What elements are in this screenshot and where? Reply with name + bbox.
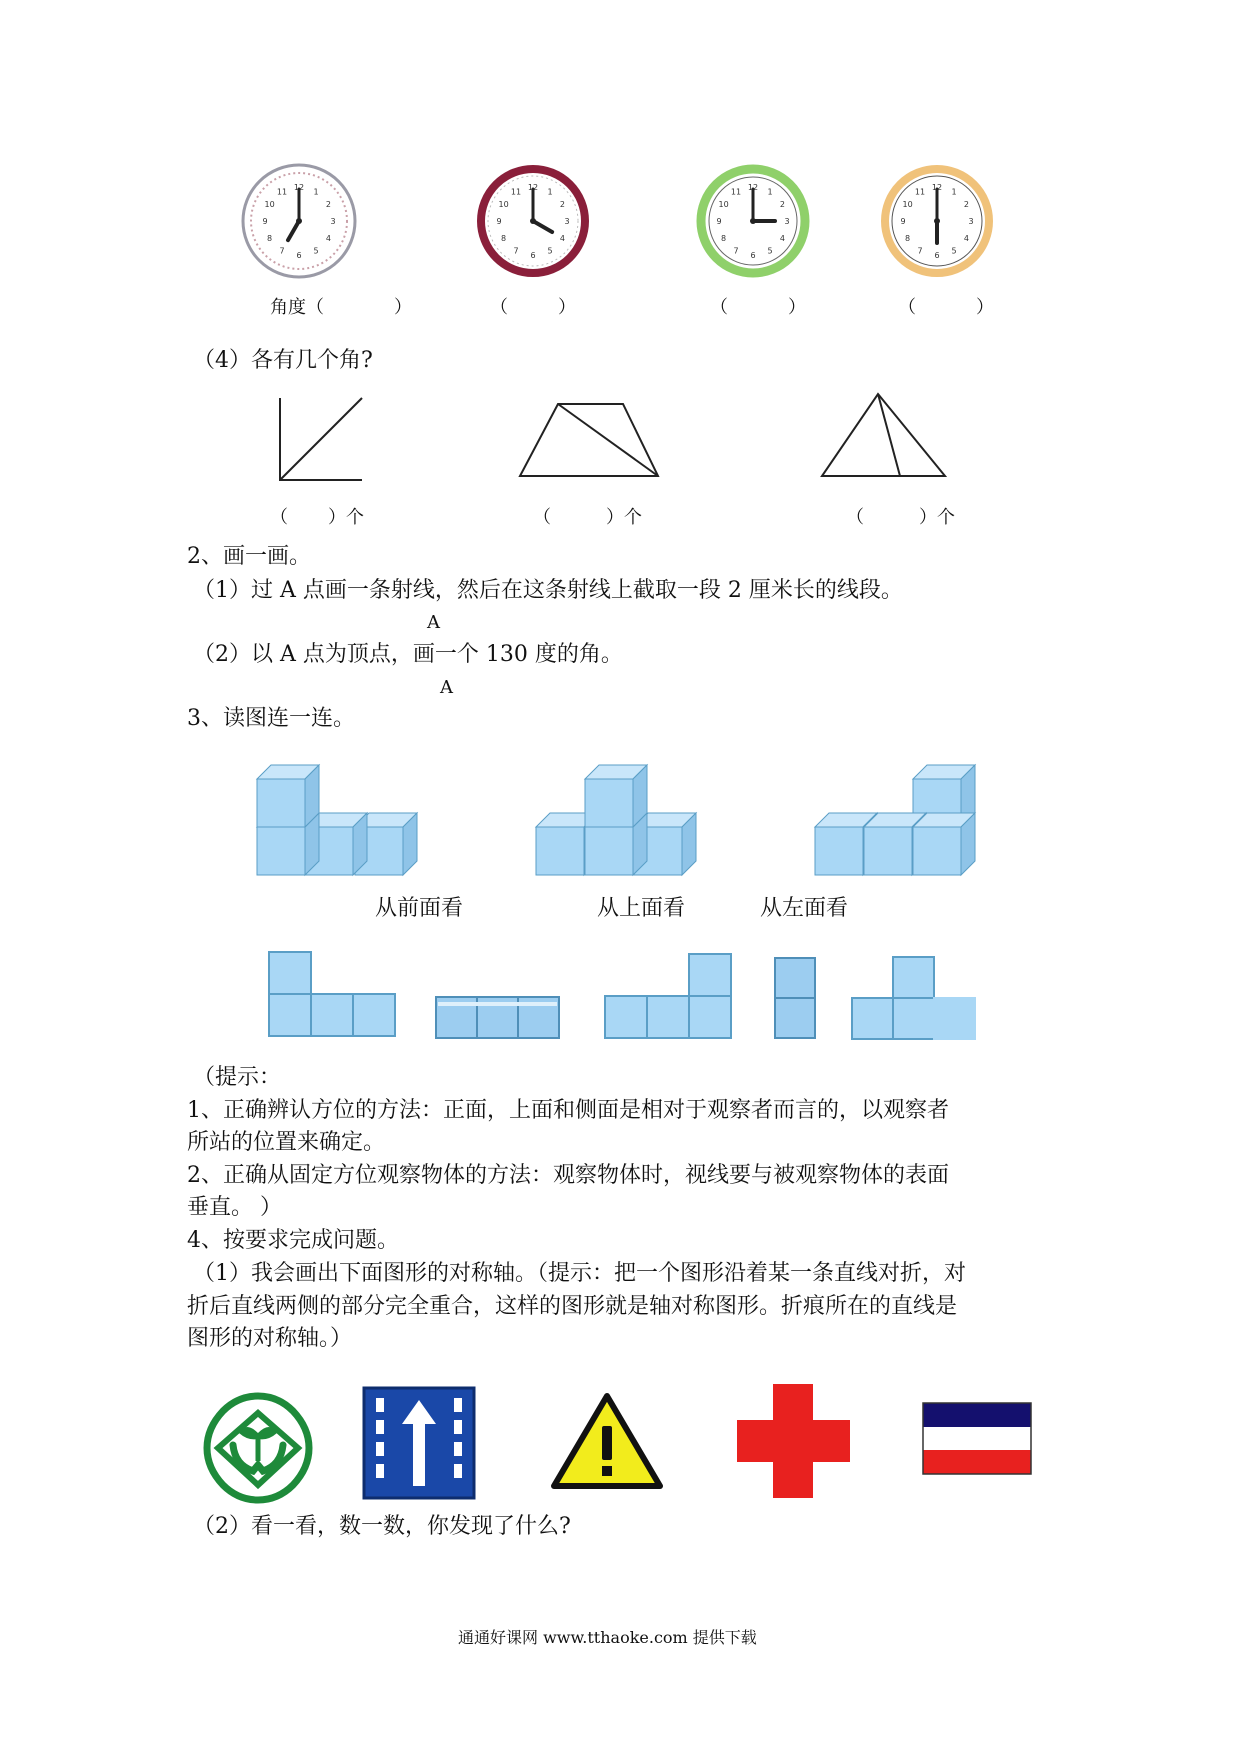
tricolor-flag-icon (922, 1402, 1034, 1482)
hint-open: （提示： (193, 1065, 282, 1090)
angle-figure-trapezoid (518, 402, 668, 492)
point-a-1: A (427, 612, 440, 633)
q4b-title: 4、按要求完成问题。 (187, 1228, 399, 1253)
view-shape-5 (851, 956, 981, 1046)
clock-3-answer (710, 293, 806, 319)
clock-numeral: 8 (267, 234, 273, 243)
clock-numeral: 7 (917, 246, 923, 256)
q4-answer-1: （ ）个 (270, 507, 364, 528)
clock-numeral: 11 (914, 187, 926, 197)
cube-front (815, 827, 863, 875)
clock-numeral: 1 (313, 187, 319, 197)
open-paren: （ (710, 297, 728, 318)
clock-numeral: 2 (779, 200, 785, 209)
clock-numeral: 9 (716, 217, 722, 226)
clock-numeral: 5 (767, 246, 773, 256)
clock-numeral: 4 (325, 234, 331, 243)
clock-numeral: 3 (330, 217, 336, 226)
clock-numeral: 6 (296, 251, 302, 260)
view-shape-1 (268, 951, 408, 1046)
clock-numeral: 1 (951, 187, 957, 197)
cube-figure-3 (813, 752, 993, 882)
warning-sign-icon (550, 1392, 665, 1492)
hint-line-1a: 1、正确辨认方位的方法：正面，上面和侧面是相对于观察者而言的，以观察者 (187, 1098, 949, 1123)
view-shape-3 (604, 953, 744, 1048)
clock-numeral: 8 (905, 234, 911, 243)
q3-title: 3、读图连一连。 (187, 706, 355, 731)
footer-text: 通通好课网 www.tthaoke.com 提供下载 (458, 1628, 757, 1647)
clock-numeral: 5 (313, 246, 319, 256)
clock-numeral: 12 (293, 183, 305, 192)
clock-numeral: 12 (747, 183, 759, 192)
cube-front (536, 827, 584, 875)
clock-numeral: 2 (559, 200, 565, 209)
open-paren: （ (898, 297, 916, 318)
clock-numeral: 6 (530, 251, 536, 260)
angle-figure-square (276, 396, 376, 496)
clock-numeral: 8 (721, 234, 727, 243)
close-paren: ） (788, 297, 806, 318)
clock-numeral: 12 (527, 183, 539, 192)
cube-front (864, 827, 912, 875)
hint-line-1b: 所站的位置来确定。 (187, 1130, 386, 1155)
clock-numeral: 10 (264, 200, 275, 209)
view-shape-2 (435, 996, 565, 1046)
close-paren: ） (394, 297, 412, 318)
clock-2-answer (490, 293, 576, 319)
clock-numeral: 3 (784, 217, 790, 226)
clock-numeral: 11 (730, 187, 742, 197)
clock-4 (877, 161, 997, 281)
clock-numeral: 10 (718, 200, 729, 209)
clock-numeral: 11 (276, 187, 288, 197)
clock-numeral: 2 (963, 200, 969, 209)
angle-figure-triangle (820, 392, 960, 492)
q4b-line-1c: 图形的对称轴。） (187, 1326, 353, 1351)
clock-numeral: 5 (547, 246, 553, 256)
q4-answer-3: （ ）个 (846, 507, 955, 528)
clock-numeral: 7 (733, 246, 739, 256)
q4b-line-2: （2）看一看，数一数，你发现了什么? (193, 1514, 571, 1539)
angle-label: 角度（ (270, 297, 324, 318)
clock-numeral: 1 (767, 187, 773, 197)
clock-numeral: 9 (496, 217, 502, 226)
clock-numeral: 10 (902, 200, 913, 209)
cube-figure-1 (255, 752, 435, 882)
clock-numeral: 8 (501, 234, 507, 243)
q4b-line-1b: 折后直线两侧的部分完全重合，这样的图形就是轴对称图形。折痕所在的直线是 (187, 1294, 958, 1319)
clock-numeral: 11 (510, 187, 522, 197)
close-paren: ） (558, 297, 576, 318)
cube-front (585, 779, 633, 827)
red-cross-icon (735, 1382, 855, 1502)
clock-numeral: 2 (325, 200, 331, 209)
clock-numeral: 1 (547, 187, 553, 197)
q2-line-2: （2）以 A 点为顶点，画一个 130 度的角。 (193, 642, 623, 667)
clock-numeral: 9 (900, 217, 906, 226)
clock-numeral: 7 (513, 246, 519, 256)
view-top: 从上面看 (597, 896, 686, 921)
cube-front (913, 827, 961, 875)
q2-line-1: （1）过 A 点画一条射线，然后在这条射线上截取一段 2 厘米长的线段。 (193, 578, 903, 603)
hint-line-2b: 垂直。 ） (187, 1195, 282, 1220)
view-front: 从前面看 (375, 896, 464, 921)
clock-numeral: 3 (564, 217, 570, 226)
clock-numeral: 5 (951, 246, 957, 256)
cube-front (257, 827, 305, 875)
q2-title: 2、画一画。 (187, 544, 311, 569)
open-paren: （ (490, 297, 508, 318)
view-shape-4 (774, 957, 819, 1052)
clock-3 (693, 161, 813, 281)
cube-front (257, 779, 305, 827)
clock-numeral: 4 (559, 234, 565, 243)
green-logo-icon (203, 1393, 313, 1503)
clock-numeral: 10 (498, 200, 509, 209)
clock-1 (239, 161, 359, 281)
view-left: 从左面看 (760, 896, 849, 921)
clock-2 (473, 161, 593, 281)
point-a-2: A (440, 677, 453, 698)
clock-numeral: 6 (750, 251, 756, 260)
cube-figure-2 (534, 752, 714, 882)
clock-numeral: 6 (934, 251, 940, 260)
hint-line-2a: 2、正确从固定方位观察物体的方法：观察物体时，视线要与被观察物体的表面 (187, 1163, 949, 1188)
clock-numeral: 3 (968, 217, 974, 226)
one-way-road-sign-icon (362, 1386, 477, 1501)
clock-1-answer (270, 293, 412, 319)
q4-answer-2: （ ）个 (533, 507, 642, 528)
clock-numeral: 4 (779, 234, 785, 243)
clock-numeral: 9 (262, 217, 268, 226)
clock-numeral: 12 (931, 183, 943, 192)
q4-title: （4）各有几个角? (193, 348, 373, 373)
clock-4-answer (898, 293, 994, 319)
cube-front (585, 827, 633, 875)
clock-numeral: 7 (279, 246, 285, 256)
q4b-line-1a: （1）我会画出下面图形的对称轴。（提示：把一个图形沿着某一条直线对折，对 (193, 1261, 966, 1286)
clock-numeral: 4 (963, 234, 969, 243)
close-paren: ） (976, 297, 994, 318)
